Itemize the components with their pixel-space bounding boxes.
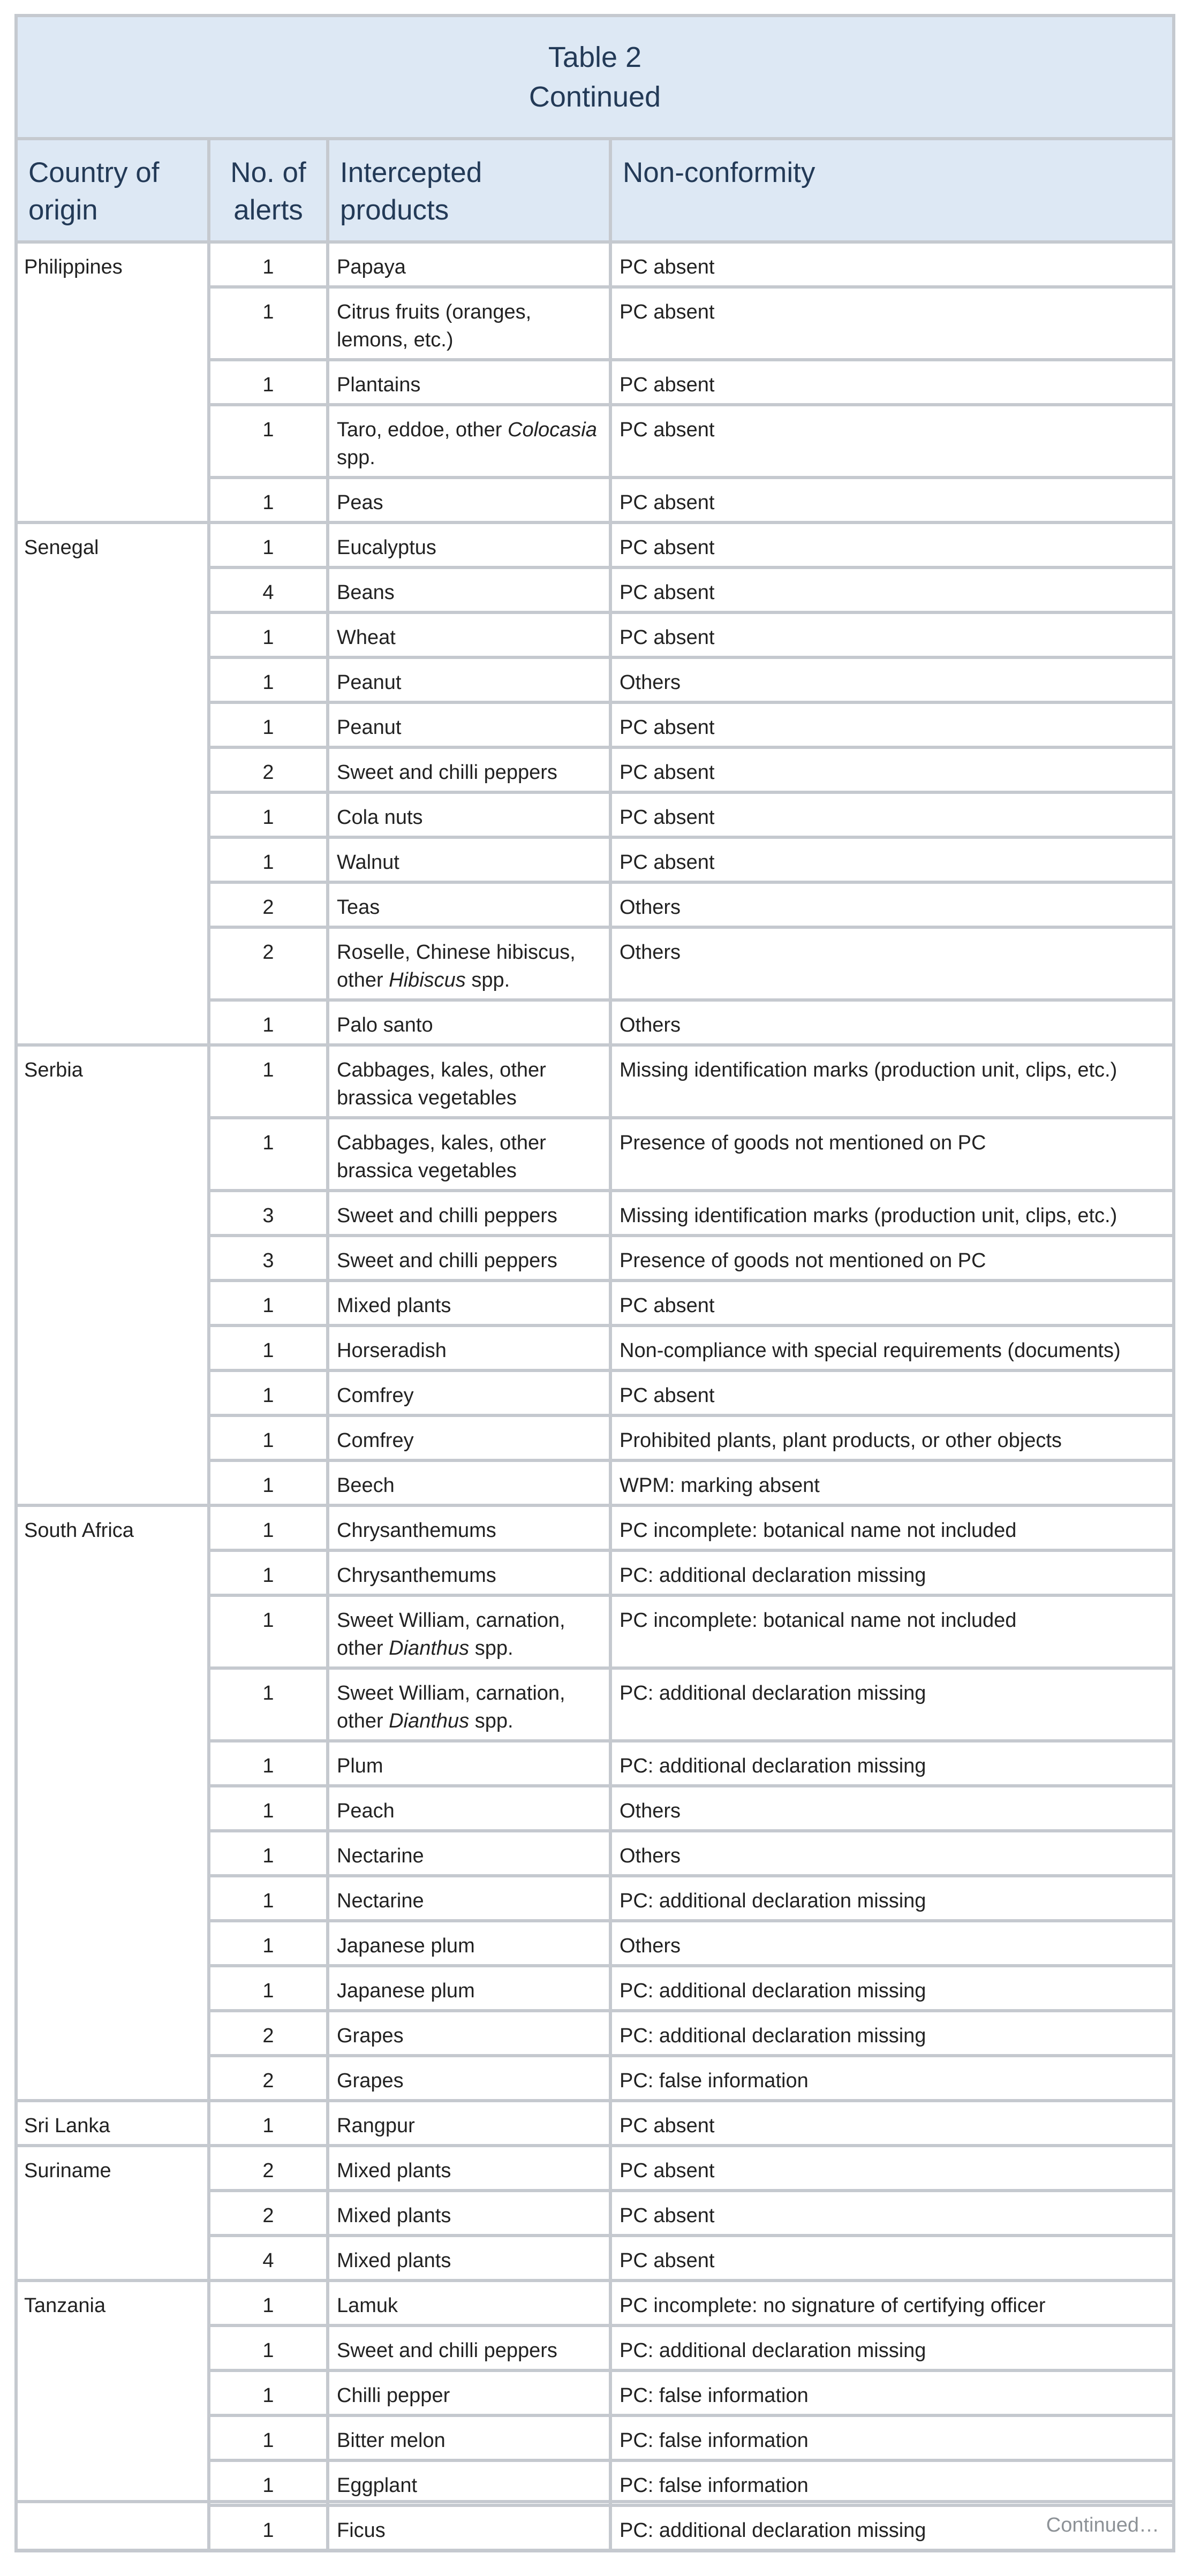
alerts-cell: 2 [209,2011,328,2056]
alerts-cell: 3 [209,1191,328,1236]
alerts-cell: 1 [209,1045,328,1118]
country-cell: Tanzania [18,2280,209,2550]
product-cell: Comfrey [328,1415,610,1460]
country-cell: Senegal [18,522,209,1045]
nonconformity-cell: PC: additional declaration missing [610,2011,1172,2056]
table-row [18,522,1172,567]
alerts-cell: 1 [209,2505,328,2550]
product-cell: Citrus fruits (oranges, lemons, etc.) [328,287,610,360]
product-cell: Eucalyptus [328,522,610,567]
product-cell: Ficus [328,2505,610,2550]
product-cell: Wheat [328,612,610,657]
nonconformity-cell: PC absent [610,1370,1172,1415]
continued-note: Continued… [18,2500,1172,2549]
product-cell: Japanese plum [328,1921,610,1966]
country-cell: Sri Lanka [18,2101,209,2146]
table-row [18,2280,1172,2325]
alerts-cell: 1 [209,1741,328,1786]
alerts-cell: 2 [209,927,328,1000]
nonconformity-cell: PC absent [610,405,1172,478]
alerts-cell: 2 [209,747,328,792]
nonconformity-cell: PC: additional declaration missing [610,1741,1172,1786]
alerts-cell: 1 [209,1786,328,1831]
product-cell: Nectarine [328,1876,610,1921]
product-cell: Comfrey [328,1370,610,1415]
alerts-cell: 1 [209,1460,328,1505]
product-cell: Sweet and chilli peppers [328,1236,610,1281]
product-cell: Horseradish [328,1325,610,1370]
alerts-cell: 3 [209,1236,328,1281]
country-cell: Serbia [18,1045,209,1505]
nonconformity-cell: PC incomplete: botanical name not included [610,1505,1172,1550]
nonconformity-cell: PC: additional declaration missing [610,2505,1172,2550]
alerts-cell: 1 [209,287,328,360]
header-alerts: No. of alerts [209,140,328,242]
country-cell: Philippines [18,242,209,522]
alerts-cell: 1 [209,1505,328,1550]
alerts-cell: 1 [209,2280,328,2325]
data-table [18,140,1172,2552]
product-cell: Rangpur [328,2101,610,2146]
nonconformity-cell: PC absent [610,2101,1172,2146]
product-cell: Grapes [328,2056,610,2101]
alerts-cell: 1 [209,478,328,522]
table-container [14,14,1175,2552]
alerts-cell: 1 [209,1415,328,1460]
product-cell: Papaya [328,242,610,287]
product-cell: Eggplant [328,2460,610,2505]
nonconformity-cell: PC: false information [610,2370,1172,2415]
nonconformity-cell: Missing identification marks (production unit, clips, etc.) [610,1045,1172,1118]
alerts-cell: 1 [209,657,328,702]
nonconformity-cell: PC absent [610,1281,1172,1325]
product-cell: Cola nuts [328,792,610,837]
product-cell: Plum [328,1741,610,1786]
product-cell: Chrysanthemums [328,1550,610,1595]
product-cell: Plantains [328,360,610,405]
nonconformity-cell: Others [610,657,1172,702]
product-cell: Mixed plants [328,2146,610,2191]
alerts-cell: 1 [209,1550,328,1595]
alerts-cell: 1 [209,2460,328,2505]
alerts-cell: 1 [209,360,328,405]
nonconformity-cell: Others [610,1786,1172,1831]
product-cell: Cabbages, kales, other brassica vegetables [328,1118,610,1191]
header-country: Country of origin [18,140,209,242]
nonconformity-cell: PC: false information [610,2415,1172,2460]
nonconformity-cell: PC absent [610,567,1172,612]
nonconformity-cell: PC: false information [610,2460,1172,2505]
alerts-cell: 1 [209,1668,328,1741]
alerts-cell: 1 [209,1370,328,1415]
alerts-cell: 1 [209,1595,328,1668]
product-cell: Beech [328,1460,610,1505]
nonconformity-cell: Presence of goods not mentioned on PC [610,1236,1172,1281]
alerts-cell: 1 [209,1325,328,1370]
nonconformity-cell: Others [610,1921,1172,1966]
product-cell: Walnut [328,837,610,882]
nonconformity-cell: PC: additional declaration missing [610,2325,1172,2370]
product-cell: Sweet and chilli peppers [328,2325,610,2370]
nonconformity-cell: PC absent [610,747,1172,792]
nonconformity-cell: PC absent [610,478,1172,522]
nonconformity-cell: PC absent [610,522,1172,567]
nonconformity-cell: Others [610,1000,1172,1045]
table-caption [18,17,1172,140]
table-row [18,1505,1172,1550]
product-cell: Peanut [328,657,610,702]
nonconformity-cell: Prohibited plants, plant products, or other objects [610,1415,1172,1460]
table-row [18,2146,1172,2191]
nonconformity-cell: PC absent [610,837,1172,882]
alerts-cell: 1 [209,2325,328,2370]
nonconformity-cell: Presence of goods not mentioned on PC [610,1118,1172,1191]
alerts-cell: 1 [209,1118,328,1191]
product-cell: Chrysanthemums [328,1505,610,1550]
country-cell: Suriname [18,2146,209,2280]
product-cell: Japanese plum [328,1966,610,2011]
alerts-cell: 1 [209,702,328,747]
nonconformity-cell: PC absent [610,702,1172,747]
nonconformity-cell: PC absent [610,242,1172,287]
alerts-cell: 1 [209,1831,328,1876]
header-row [18,140,1172,242]
nonconformity-cell: Missing identification marks (production unit, clips, etc.) [610,1191,1172,1236]
product-cell: Palo santo [328,1000,610,1045]
product-cell: Roselle, Chinese hibiscus, other Hibiscus spp. [328,927,610,1000]
product-cell: Cabbages, kales, other brassica vegetables [328,1045,610,1118]
alerts-cell: 1 [209,522,328,567]
nonconformity-cell: PC: additional declaration missing [610,1668,1172,1741]
product-cell: Bitter melon [328,2415,610,2460]
alerts-cell: 1 [209,2370,328,2415]
alerts-cell: 1 [209,612,328,657]
nonconformity-cell: PC absent [610,612,1172,657]
nonconformity-cell: PC incomplete: no signature of certifying officer [610,2280,1172,2325]
country-cell: South Africa [18,1505,209,2101]
product-cell: Peanut [328,702,610,747]
table-row [18,2101,1172,2146]
alerts-cell: 1 [209,2415,328,2460]
nonconformity-cell: WPM: marking absent [610,1460,1172,1505]
alerts-cell: 4 [209,567,328,612]
alerts-cell: 1 [209,1921,328,1966]
nonconformity-cell: PC: additional declaration missing [610,1966,1172,2011]
caption-title: Table 2 [548,41,642,73]
nonconformity-cell: Non-compliance with special requirements (documents) [610,1325,1172,1370]
product-cell: Teas [328,882,610,927]
nonconformity-cell: PC absent [610,2236,1172,2280]
product-cell: Sweet and chilli peppers [328,1191,610,1236]
nonconformity-cell: PC absent [610,792,1172,837]
alerts-cell: 1 [209,837,328,882]
product-cell: Sweet and chilli peppers [328,747,610,792]
nonconformity-cell: Others [610,1831,1172,1876]
alerts-cell: 2 [209,2056,328,2101]
nonconformity-cell: PC: false information [610,2056,1172,2101]
alerts-cell: 1 [209,1000,328,1045]
nonconformity-cell: Others [610,882,1172,927]
table-body [18,242,1172,2550]
alerts-cell: 2 [209,2191,328,2236]
product-cell: Peas [328,478,610,522]
product-cell: Sweet William, carnation, other Dianthus spp. [328,1595,610,1668]
alerts-cell: 4 [209,2236,328,2280]
alerts-cell: 2 [209,882,328,927]
product-cell: Sweet William, carnation, other Dianthus spp. [328,1668,610,1741]
product-cell: Taro, eddoe, other Colocasia spp. [328,405,610,478]
product-cell: Nectarine [328,1831,610,1876]
header-products: Intercepted products [328,140,610,242]
table-row [18,1045,1172,1118]
alerts-cell: 1 [209,1966,328,2011]
nonconformity-cell: PC absent [610,2191,1172,2236]
alerts-cell: 1 [209,1876,328,1921]
alerts-cell: 1 [209,2101,328,2146]
alerts-cell: 1 [209,792,328,837]
caption-subtitle: Continued [528,81,661,113]
nonconformity-cell: PC: additional declaration missing [610,1550,1172,1595]
product-cell: Beans [328,567,610,612]
product-cell: Grapes [328,2011,610,2056]
nonconformity-cell: Others [610,927,1172,1000]
alerts-cell: 1 [209,1281,328,1325]
alerts-cell: 1 [209,242,328,287]
product-cell: Peach [328,1786,610,1831]
nonconformity-cell: PC incomplete: botanical name not included [610,1595,1172,1668]
alerts-cell: 1 [209,405,328,478]
product-cell: Lamuk [328,2280,610,2325]
nonconformity-cell: PC absent [610,2146,1172,2191]
product-cell: Mixed plants [328,2236,610,2280]
nonconformity-cell: PC absent [610,360,1172,405]
product-cell: Mixed plants [328,1281,610,1325]
nonconformity-cell: PC absent [610,287,1172,360]
nonconformity-cell: PC: additional declaration missing [610,1876,1172,1921]
alerts-cell: 2 [209,2146,328,2191]
header-nonconformity: Non-conformity [610,140,1172,242]
product-cell: Chilli pepper [328,2370,610,2415]
table-row [18,242,1172,287]
product-cell: Mixed plants [328,2191,610,2236]
